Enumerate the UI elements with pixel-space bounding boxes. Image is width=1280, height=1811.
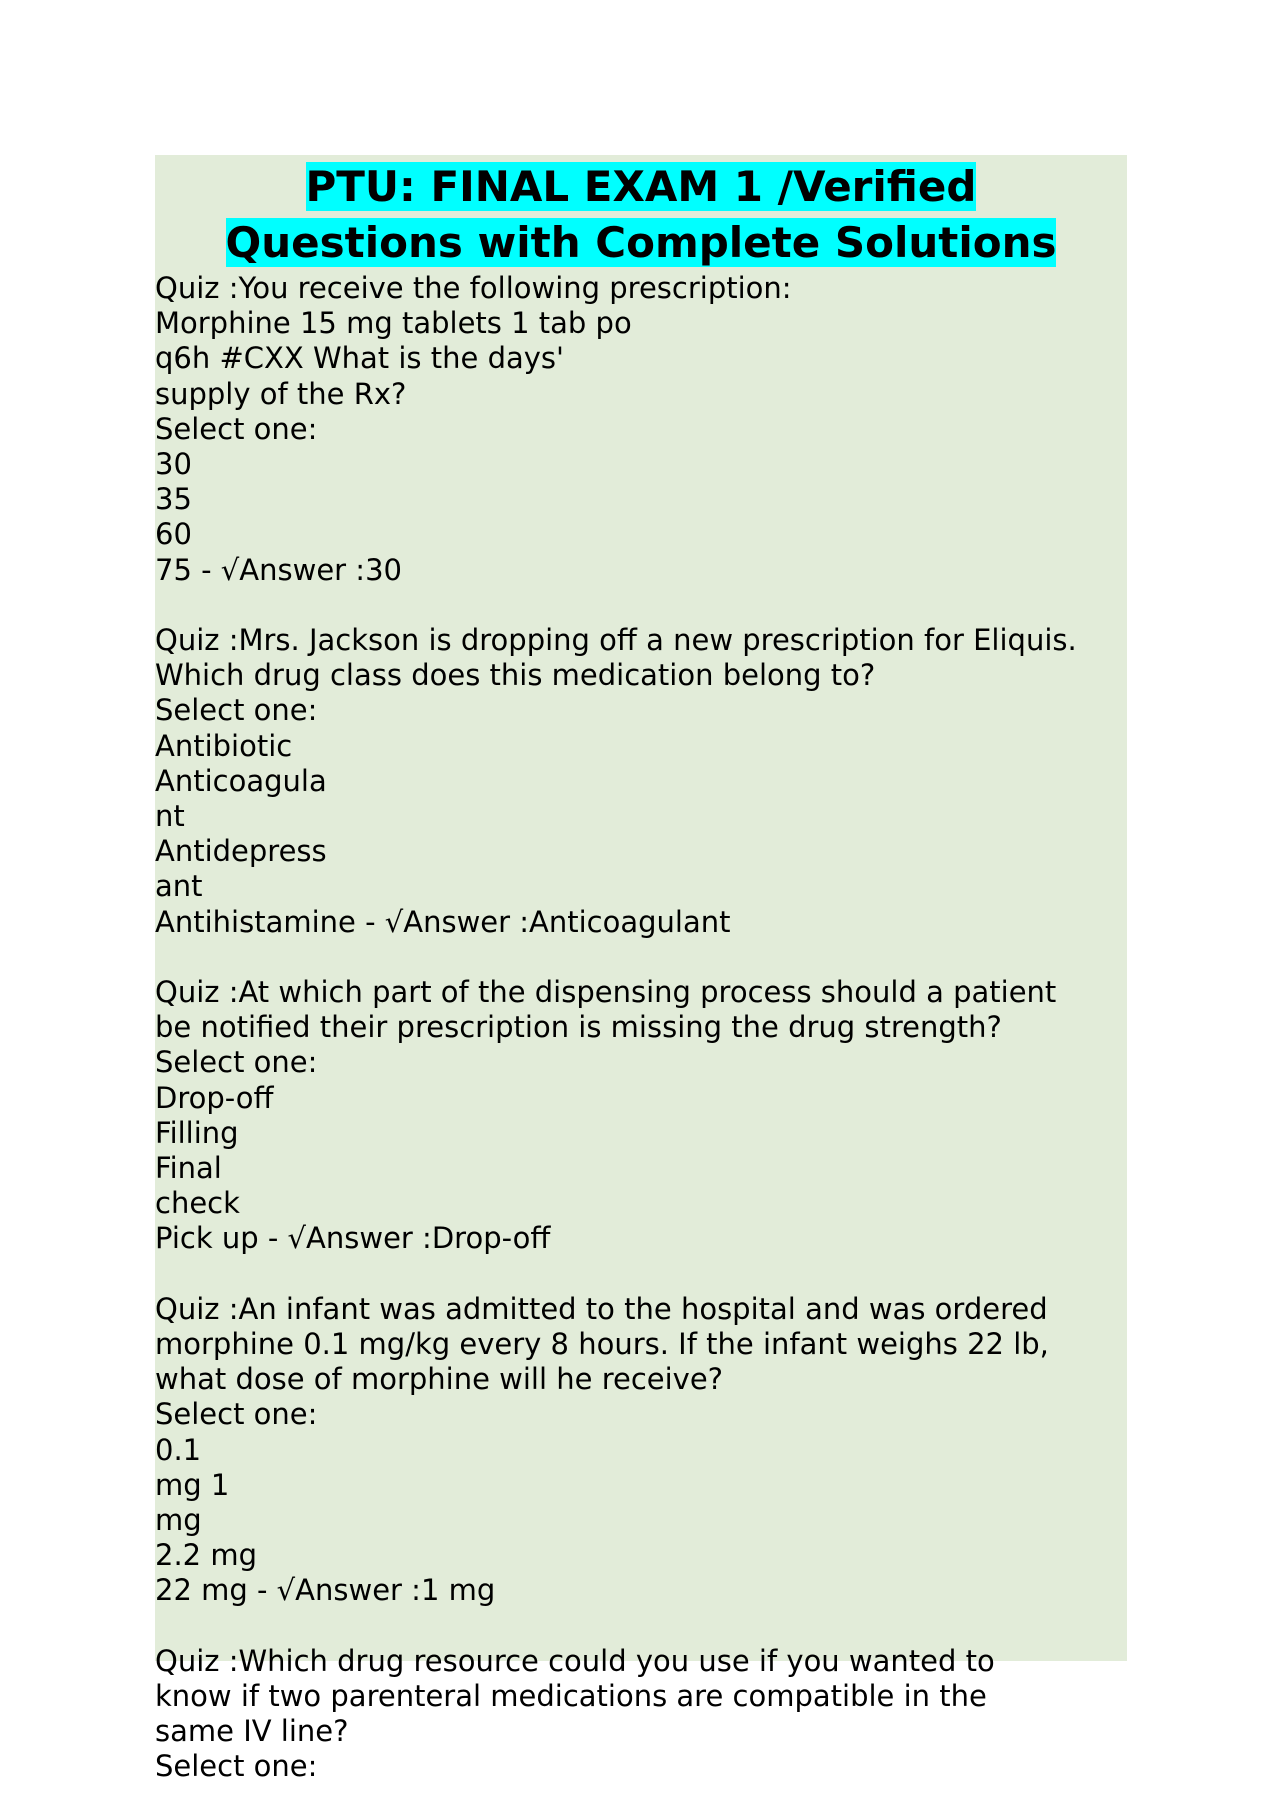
quiz-line: 35 xyxy=(155,482,192,517)
title-line-1: PTU: FINAL EXAM 1 /Verified xyxy=(305,162,977,211)
quiz-line: same IV line? xyxy=(155,1714,349,1749)
quiz-block xyxy=(155,1292,1127,1609)
quiz-line: Which drug class does this medication belong to? xyxy=(155,658,876,693)
quiz-line: 60 xyxy=(155,517,192,552)
quiz-line: check xyxy=(155,1186,240,1221)
quiz-line: Filling xyxy=(155,1115,239,1150)
quiz-line: Select one: xyxy=(155,693,318,728)
quiz-line: morphine 0.1 mg/kg every 8 hours. If the infant weighs 22 lb, xyxy=(155,1327,1049,1362)
quiz-separator xyxy=(155,940,1127,975)
quiz-line: mg xyxy=(155,1503,202,1538)
quiz-line: Select one: xyxy=(155,411,318,446)
quiz-line: q6h #CXX What is the days' xyxy=(155,341,564,376)
quiz-line: Select one: xyxy=(155,1045,318,1080)
quiz-block xyxy=(155,975,1127,1257)
quiz-line: Anticoagula xyxy=(155,763,327,798)
quiz-line: Quiz :You receive the following prescription: xyxy=(155,271,792,305)
quiz-line: 0.1 xyxy=(155,1432,202,1467)
quiz-line: 30 xyxy=(155,447,192,482)
quiz-line: Antibiotic xyxy=(155,728,293,763)
document-title xyxy=(155,155,1127,271)
quiz-line: 2.2 mg xyxy=(155,1538,257,1573)
quiz-separator xyxy=(155,588,1127,623)
quiz-line: Select one: xyxy=(155,1749,318,1784)
quiz-line: Antidepress xyxy=(155,834,327,869)
quiz-block xyxy=(155,271,1127,588)
title-line-2: Questions with Complete Solutions xyxy=(225,218,1057,267)
quiz-line: ant xyxy=(155,869,203,904)
quiz-line: supply of the Rx? xyxy=(155,376,407,411)
quiz-line: Antihistamine - √Answer :Anticoagulant xyxy=(155,904,731,939)
quiz-line: mg 1 xyxy=(155,1467,230,1502)
quiz-line: be notified their prescription is missing the drug strength? xyxy=(155,1010,1002,1045)
quiz-line: Select one: xyxy=(155,1397,318,1432)
quiz-line: Quiz :Which drug resource could you use if you wanted to xyxy=(155,1643,995,1678)
quiz-line: Quiz :Mrs. Jackson is dropping off a new prescription for Eliquis. xyxy=(155,623,1077,658)
quiz-line: Final xyxy=(155,1151,222,1186)
quiz-line: Quiz :An infant was admitted to the hospital and was ordered xyxy=(155,1291,1048,1326)
quiz-line: Drop-off xyxy=(155,1080,274,1115)
quiz-line: nt xyxy=(155,799,185,834)
quiz-line: know if two parenteral medications are compatible in the xyxy=(155,1679,987,1714)
quiz-block xyxy=(155,1644,1127,1785)
quiz-block xyxy=(155,623,1127,940)
quiz-line: 75 - √Answer :30 xyxy=(155,552,402,587)
quiz-separator xyxy=(155,1257,1127,1292)
quiz-line: Quiz :At which part of the dispensing process should a patient xyxy=(155,975,1057,1010)
quiz-line: Pick up - √Answer :Drop-off xyxy=(155,1221,551,1256)
quiz-line: Morphine 15 mg tablets 1 tab po xyxy=(155,306,632,341)
quiz-line: what dose of morphine will he receive? xyxy=(155,1362,724,1397)
document-body xyxy=(155,155,1127,1785)
quiz-line: 22 mg - √Answer :1 mg xyxy=(155,1573,496,1608)
quiz-separator xyxy=(155,1609,1127,1644)
quiz-list xyxy=(155,271,1127,1785)
